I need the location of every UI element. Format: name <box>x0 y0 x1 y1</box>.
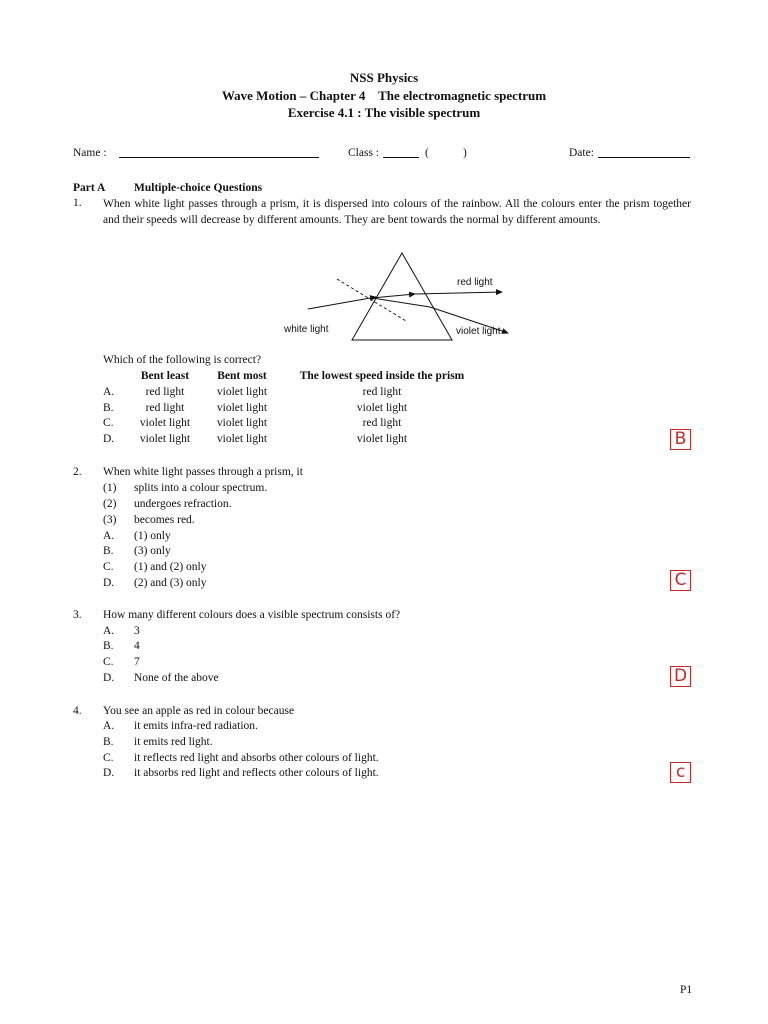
header-bent-most: Bent most <box>217 370 267 382</box>
option-text: it reflects red light and absorbs other colours of light. <box>134 752 379 764</box>
chapter-title: Wave Motion – Chapter 4 The electromagnetic spectrum <box>221 88 547 103</box>
option-letter: C. <box>103 561 114 573</box>
option-bent-most: violet light <box>216 402 268 414</box>
statement-text: undergoes refraction. <box>134 498 232 510</box>
question-2-number: 2. <box>73 466 82 478</box>
violet-light-label: violet light <box>456 326 501 337</box>
option-bent-least: red light <box>145 402 185 414</box>
option-letter: A. <box>103 625 115 637</box>
option-text: (1) only <box>134 530 171 542</box>
date-blank <box>598 157 690 158</box>
question-1-text: When white light passes through a prism, it is dispersed into colours of the rainbow. All the colours enter the prism together and their speeds will decrease by different amounts. They are bent towards the normal by different amounts. <box>103 198 691 226</box>
option-letter: B. <box>103 736 114 748</box>
white-light-label: white light <box>284 324 329 335</box>
option-letter: C. <box>103 752 114 764</box>
name-blank <box>119 157 319 158</box>
option-text: (1) and (2) only <box>134 561 207 573</box>
class-number-close: ) <box>463 147 467 159</box>
header-lowest-speed: The lowest speed inside the prism <box>299 370 465 382</box>
class-blank <box>383 157 419 158</box>
option-letter: A. <box>103 386 115 398</box>
option-lowest-speed: violet light <box>356 433 408 445</box>
option-bent-most: violet light <box>216 386 268 398</box>
option-lowest-speed: red light <box>362 417 402 429</box>
question-4-number: 4. <box>73 705 82 717</box>
class-number-open: ( <box>425 147 429 159</box>
option-letter: A. <box>103 530 115 542</box>
statement-text: becomes red. <box>134 514 195 526</box>
answer-box-q3: D <box>670 666 691 687</box>
document-title: NSS Physics <box>349 70 419 85</box>
option-letter: C. <box>103 417 114 429</box>
prism-diagram <box>270 245 520 345</box>
option-letter: D. <box>103 672 115 684</box>
option-bent-least: violet light <box>139 433 191 445</box>
answer-box-q4: c <box>670 762 691 783</box>
option-text: (2) and (3) only <box>134 577 207 589</box>
option-letter: D. <box>103 433 115 445</box>
question-1-prompt: Which of the following is correct? <box>103 354 262 366</box>
option-lowest-speed: violet light <box>356 402 408 414</box>
name-label: Name : <box>73 147 107 159</box>
option-text: (3) only <box>134 545 171 557</box>
header-bent-least: Bent least <box>140 370 190 382</box>
option-letter: C. <box>103 656 114 668</box>
date-label: Date: <box>569 147 594 159</box>
option-lowest-speed: red light <box>362 386 402 398</box>
part-label: Part A <box>73 182 106 194</box>
option-letter: D. <box>103 577 115 589</box>
question-3-text: How many different colours does a visible spectrum consists of? <box>103 609 401 621</box>
exercise-title: Exercise 4.1 : The visible spectrum <box>287 105 481 120</box>
option-letter: A. <box>103 720 115 732</box>
option-letter: B. <box>103 545 114 557</box>
option-letter: B. <box>103 402 114 414</box>
option-text: it emits infra-red radiation. <box>134 720 258 732</box>
part-title: Multiple-choice Questions <box>134 182 263 194</box>
question-2-text: When white light passes through a prism, it <box>103 466 303 478</box>
option-bent-most: violet light <box>216 433 268 445</box>
answer-box-q1: B <box>670 429 691 450</box>
answer-box-q2: C <box>670 570 691 591</box>
red-light-label: red light <box>457 277 493 288</box>
option-text: 3 <box>134 625 140 637</box>
option-letter: B. <box>103 640 114 652</box>
option-text: it emits red light. <box>134 736 213 748</box>
class-label: Class : <box>348 147 379 159</box>
option-bent-least: violet light <box>139 417 191 429</box>
option-bent-least: red light <box>145 386 185 398</box>
statement-number: (2) <box>103 498 117 510</box>
question-1-number: 1. <box>73 197 82 209</box>
statement-text: splits into a colour spectrum. <box>134 482 268 494</box>
question-3-number: 3. <box>73 609 82 621</box>
option-text: None of the above <box>134 672 219 684</box>
question-4-text: You see an apple as red in colour because <box>103 705 295 717</box>
page-number: P1 <box>680 984 693 996</box>
option-text: 4 <box>134 640 140 652</box>
option-bent-most: violet light <box>216 417 268 429</box>
statement-number: (3) <box>103 514 117 526</box>
option-text: 7 <box>134 656 140 668</box>
option-text: it absorbs red light and reflects other colours of light. <box>134 767 379 779</box>
option-letter: D. <box>103 767 115 779</box>
statement-number: (1) <box>103 482 117 494</box>
